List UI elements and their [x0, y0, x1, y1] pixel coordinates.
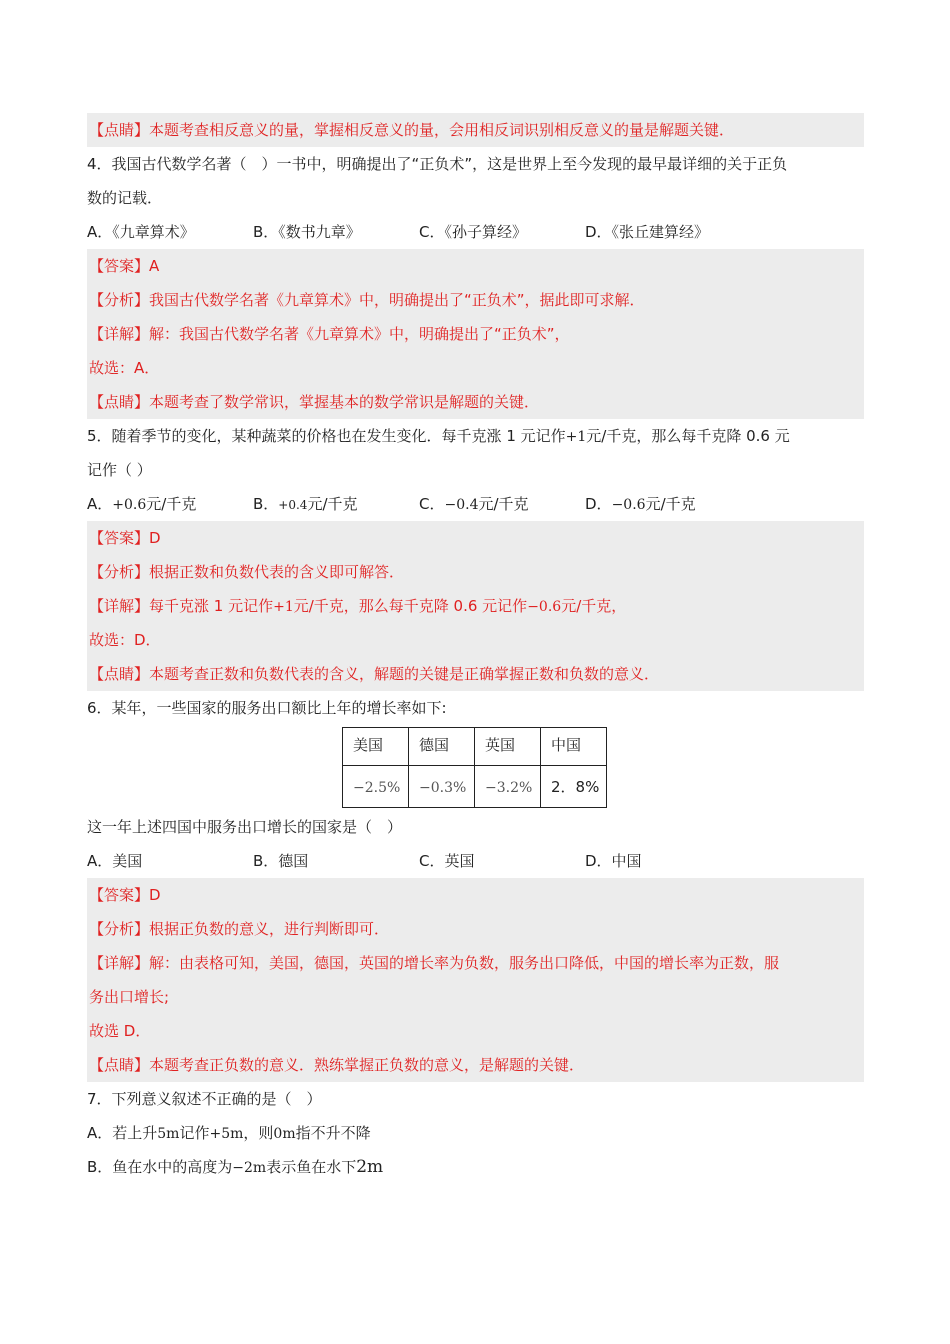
q7-option-a-math: 5m: [157, 1126, 180, 1142]
q4-choose: 故选：A．: [87, 351, 864, 385]
q3-remark: 【点睛】本题考查相反意义的量，掌握相反意义的量，会用相反词识别相反意义的量是解题关键．: [87, 113, 864, 147]
q5-option-b-label: B．: [253, 495, 279, 513]
q5-option-a-math: +0.6: [112, 497, 147, 513]
q5-detail-text-b: 元/千克，那么每千克降 0.6 元记作: [293, 597, 528, 615]
q6-answer: 【答案】D: [87, 878, 864, 912]
q4-option-a[interactable]: A．《九章算术》: [87, 223, 195, 241]
table-cell: [475, 766, 541, 808]
table-cell-value: −0.3%: [419, 779, 467, 796]
q5-stem-line1: [87, 419, 864, 453]
q7-option-a-text: ，则: [243, 1124, 274, 1142]
q5-option-c-label: C．: [419, 495, 445, 513]
table-cell-value: −3.2%: [485, 779, 533, 796]
q5-option-b-unit: 元/千克: [307, 495, 358, 513]
q5-option-a[interactable]: [87, 487, 253, 521]
q4-options: [87, 215, 864, 249]
q7-option-b-math: −2m: [232, 1160, 267, 1176]
q7-option-b-math: 2m: [356, 1157, 384, 1177]
q6-option-d[interactable]: D．中国: [585, 852, 642, 870]
q4-option-d[interactable]: D．《张丘建算经》: [585, 223, 710, 241]
q5-option-d-math: −0.6: [611, 497, 646, 513]
table-header-cell: 英国: [475, 728, 541, 766]
q5-option-a-label: A．: [87, 495, 113, 513]
q6-options: [87, 844, 864, 878]
q5-option-b[interactable]: [253, 487, 419, 521]
q5-stem-line2: 记作（ ）: [87, 461, 152, 479]
q6-detail-line2: 务出口增长;: [87, 980, 864, 1014]
table-cell-value: −2.5%: [353, 779, 401, 796]
q4-detail: 【详解】解：我国古代数学名著《九章算术》中，明确提出了“正负术”，: [87, 317, 864, 351]
q6-detail-line1: 【详解】解：由表格可知，美国，德国，英国的增长率为负数，服务出口降低，中国的增长率为正数，服: [87, 946, 864, 980]
document-page: [87, 113, 864, 1184]
q6-option-c[interactable]: C．英国: [419, 852, 475, 870]
q4-option-c[interactable]: C．《孙子算经》: [419, 223, 527, 241]
q6-choose: 故选 D．: [87, 1014, 864, 1048]
q6-remark: 【点睛】本题考查正负数的意义．熟练掌握正负数的意义，是解题的关键．: [87, 1048, 864, 1082]
q6-option-b[interactable]: B．德国: [253, 852, 309, 870]
q5-option-d-unit: 元/千克: [645, 495, 696, 513]
q7-stem: 7．下列意义叙述不正确的是（ ）: [87, 1090, 322, 1108]
q4-option-b[interactable]: B．《数书九章》: [253, 223, 361, 241]
q4-analysis: 【分析】我国古代数学名著《九章算术》中，明确提出了“正负术”，据此即可求解．: [87, 283, 864, 317]
q5-option-d[interactable]: [585, 487, 751, 521]
q7-option-a-math: +5m: [209, 1126, 244, 1142]
q6-option-a[interactable]: A．美国: [87, 852, 143, 870]
q5-option-d-label: D．: [585, 495, 612, 513]
table-cell: [343, 766, 409, 808]
q5-option-c-unit: 元/千克: [478, 495, 529, 513]
q5-detail-text-a: 【详解】每千克涨 1 元记作: [89, 597, 274, 615]
q7-option-a-text: 记作: [179, 1124, 210, 1142]
q6-stem: 6．某年，一些国家的服务出口额比上年的增长率如下:: [87, 699, 447, 717]
q5-analysis: 【分析】根据正数和负数代表的含义即可解答．: [87, 555, 864, 589]
q5-answer: 【答案】D: [87, 521, 864, 555]
q5-option-c[interactable]: [419, 487, 585, 521]
q5-detail-math2: −0.6: [527, 599, 562, 615]
q5-remark: 【点睛】本题考查正数和负数代表的含义，解题的关键是正确掌握正数和负数的意义．: [87, 657, 864, 691]
q6-analysis: 【分析】根据正负数的意义，进行判断即可．: [87, 912, 864, 946]
q6-question: 这一年上述四国中服务出口增长的国家是（ ）: [87, 818, 403, 836]
q5-stem-text-b: 元/千克，那么每千克降 0.6 元: [586, 427, 790, 445]
table-header-cell: 德国: [409, 728, 475, 766]
q7-option-b[interactable]: [87, 1150, 864, 1184]
table-cell: [409, 766, 475, 808]
q5-choose: 故选：D．: [87, 623, 864, 657]
table-cell: [541, 766, 607, 808]
q5-option-b-math: +0.4: [278, 498, 308, 512]
q5-option-c-math: −0.4: [444, 497, 479, 513]
q7-option-a-math: 0m: [273, 1126, 296, 1142]
q5-option-a-unit: 元/千克: [146, 495, 197, 513]
table-header-row: [343, 728, 607, 766]
table-row: [343, 766, 607, 808]
q4-stem-line1: 4．我国古代数学名著（ ）一书中，明确提出了“正负术”，这是世界上至今发现的最早最详细的关于正负: [87, 155, 788, 173]
q4-stem-line2: 数的记载．: [87, 189, 163, 207]
table-header-cell: 美国: [343, 728, 409, 766]
q7-option-b-text: B．鱼在水中的高度为: [87, 1158, 233, 1176]
table-header-cell: 中国: [541, 728, 607, 766]
q5-detail: [87, 589, 864, 623]
q7-option-a-text: 指不升不降: [295, 1124, 371, 1142]
q5-detail-math1: +1: [273, 599, 294, 615]
q5-detail-text-c: 元/千克，: [561, 597, 627, 615]
q5-stem-text-a: 5．随着季节的变化，某种蔬菜的价格也在发生变化．每千克涨 1 元记作: [87, 427, 566, 445]
q7-option-a-text: A．若上升: [87, 1124, 158, 1142]
q7-option-b-text: 表示鱼在水下: [266, 1158, 357, 1176]
q4-answer: 【答案】A: [87, 249, 864, 283]
table-cell-value: 2．8%: [551, 778, 600, 796]
q5-stem-math: +1: [565, 429, 587, 445]
q6-growth-table: [342, 727, 607, 808]
q7-option-a[interactable]: [87, 1116, 864, 1150]
q5-options: [87, 487, 864, 521]
q4-remark: 【点睛】本题考查了数学常识，掌握基本的数学常识是解题的关键．: [87, 385, 864, 419]
